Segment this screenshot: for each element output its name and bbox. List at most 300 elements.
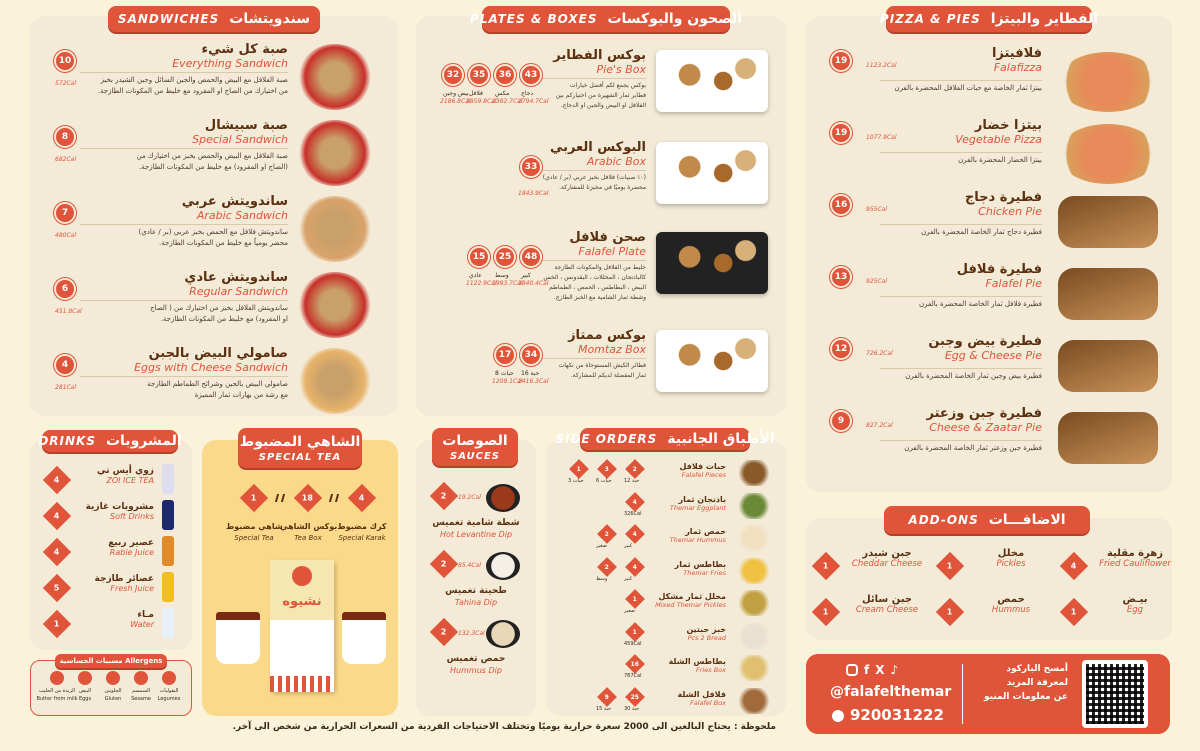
sandwich-item	[80, 42, 288, 97]
drink-image	[162, 464, 174, 494]
qr-code[interactable]	[1082, 660, 1148, 728]
calorie-label: 1077.9Cal	[866, 134, 897, 141]
price-value: 13	[834, 272, 848, 282]
side-image	[736, 525, 772, 551]
allergen-label-en: Sesame	[131, 696, 151, 702]
plate-price-badge	[520, 156, 542, 178]
side-image	[736, 460, 772, 486]
item-name-en: Falafizza	[993, 61, 1042, 74]
allergen-icon	[50, 671, 64, 685]
divider	[540, 78, 646, 79]
x-icon[interactable]: X	[875, 663, 885, 677]
calorie-label: 955Cal	[866, 206, 887, 213]
calorie-label: 1208.1Cal	[492, 378, 523, 385]
divider	[80, 300, 288, 301]
allergen-label-ar: البيض	[78, 688, 92, 694]
price-value: 16	[834, 200, 848, 210]
addon-item	[1092, 594, 1178, 615]
price-value: 4	[359, 493, 365, 503]
plate-image	[656, 232, 768, 294]
plate-price-badge	[442, 64, 464, 86]
item-name-en: Hot Levantine Dip	[439, 530, 513, 539]
price-value: 4	[54, 547, 60, 557]
item-description: من اختيارك من الصاج او المفرود مع خليط من المكونات الطازجة.	[97, 87, 288, 95]
item-name-en: Pickles	[996, 559, 1026, 569]
price-value: 1	[632, 595, 638, 603]
size-label: بيض وجبن	[443, 90, 469, 97]
price-value: 32	[446, 70, 460, 80]
price-value: 1	[823, 561, 829, 571]
side-image	[736, 558, 772, 584]
item-name-ar: صحن فلافل	[569, 230, 646, 245]
allergen-label-ar: البقوليات	[159, 688, 179, 694]
size-label: وسط	[495, 272, 509, 279]
side-item	[650, 527, 726, 544]
item-name-ar: ساندويتش عادي	[184, 270, 288, 285]
sandwich-image	[298, 44, 372, 110]
item-description: مع رشة من بهارات ثمار المميزة	[194, 391, 288, 399]
plate-price-badge	[494, 344, 516, 366]
pizza-item	[880, 190, 1042, 238]
price-value: 2	[604, 530, 610, 538]
sandwich-item	[80, 346, 288, 401]
item-name-en: Momtaz Box	[577, 343, 646, 356]
item-name-ar: بوكس الفطاير	[553, 48, 646, 63]
side-item	[650, 657, 726, 674]
price-value: 5	[54, 583, 60, 593]
plate-item	[540, 140, 646, 193]
price-value: 2	[441, 559, 447, 569]
tea-header: الشاهي المضبوط SPECIAL TEA	[238, 428, 362, 468]
item-name-en: Chicken Pie	[978, 205, 1042, 218]
item-name-ar: صبة كل شيء	[201, 42, 288, 57]
sauce-image	[486, 484, 520, 512]
side-header: SIDE ORDERS الأطباق الجانبية	[580, 428, 750, 450]
pizza-price-badge	[830, 410, 852, 432]
sandwich-price-badge	[54, 278, 76, 300]
divider	[80, 224, 288, 225]
instagram-icon[interactable]	[846, 664, 858, 676]
item-name-en: Everything Sandwich	[172, 57, 288, 70]
item-name-ar: بطاطس الشلة	[668, 657, 726, 666]
item-description: فطيرة دجاج ثمار الخاصة المحضرة بالفرن	[921, 228, 1042, 236]
item-name-en: Falafel Box	[690, 698, 726, 707]
plate-item	[540, 230, 646, 303]
price-value: 48	[524, 252, 538, 262]
calorie-label: 281Cal	[55, 384, 76, 391]
price-value: 1	[251, 493, 257, 503]
calorie-label: 2186.8Cal	[440, 98, 471, 105]
tea-box-brand-text: نشيوه	[282, 594, 322, 609]
item-name-en: Arabic Box	[586, 155, 646, 168]
item-description: صبة الفلافل مع البيض والحمص والجبن السائل وجبن الشيدر بخبز	[100, 76, 288, 84]
price-value: 36	[498, 70, 512, 80]
calorie-label: 1843.9Cal	[518, 190, 549, 197]
side-item	[650, 495, 726, 512]
price-value: 1	[823, 607, 829, 617]
item-description: محضر يومياً مع خليط من المكونات الطازجة.	[159, 239, 288, 247]
size-label: 459Cal	[624, 640, 642, 647]
item-description: فطيرة جبن وزعتر ثمار الخاصة المحضرة بالفرن	[904, 444, 1042, 452]
sandwich-image	[298, 348, 372, 414]
item-name-ar: مـاء	[137, 610, 154, 620]
plate-image	[656, 330, 768, 392]
calorie-label: 726.2Cal	[866, 350, 893, 357]
sandwiches-header: SANDWICHES سندويتشات	[108, 6, 320, 32]
divider	[540, 170, 646, 171]
side-item	[650, 462, 726, 479]
item-description: (١٠ صبيات) فلافل بخبز عربي (بر / عادي)	[542, 174, 646, 181]
footer-note: ملحوظة : يحتاج البالغين الى 2000 سعرة حرارية يوميًا وتختلف الاحتياجات الفردية من السعرات الحرارية من شخص الى آخر.	[232, 722, 776, 732]
tea-cup-left-image	[216, 612, 260, 664]
pizza-item	[880, 46, 1042, 94]
calorie-label: 827.2Cal	[866, 422, 893, 429]
price-value: 4	[54, 475, 60, 485]
allergen-label-ar: الزبدة من الحليب	[38, 688, 76, 694]
size-label: وسط	[596, 575, 608, 582]
item-description: البيض ، البطاطس ، الحمص ، الطماطم	[549, 284, 646, 291]
item-name-en: Fried Cauliflower	[1099, 559, 1171, 569]
item-name-ar: باذنجان ثمار	[678, 494, 726, 504]
item-name-ar: بيـض	[1122, 594, 1148, 605]
item-description: فطاير ثمار الشهيرة من اختياركم بين	[555, 92, 646, 99]
plate-price-badge	[468, 246, 490, 268]
drink-image	[162, 536, 174, 566]
price-value: 19	[834, 128, 848, 138]
price-value: 43	[524, 70, 538, 80]
size-label: 3 حبات	[568, 478, 584, 484]
price-value: 2	[604, 563, 610, 570]
item-name-ar: بوكس الشاهي	[280, 522, 338, 531]
price-value: 34	[524, 350, 538, 360]
size-label: كبير	[624, 543, 633, 549]
side-item	[650, 592, 726, 609]
pizza-image	[1058, 340, 1158, 392]
item-name-ar: حبات فلافل	[679, 462, 726, 471]
item-name-ar: فطيرة بيض وجبن	[928, 334, 1042, 349]
calorie-label: 1122.9Cal	[466, 280, 497, 287]
divider	[540, 358, 646, 359]
calorie-label: 3859.8Cal	[466, 98, 497, 105]
plate-price-badge	[520, 246, 542, 268]
item-name-ar: البوكس العربي	[549, 140, 646, 155]
price-value: 4	[61, 360, 69, 370]
divider	[540, 260, 646, 261]
pizza-item	[880, 118, 1042, 166]
addons-panel	[806, 518, 1172, 640]
side-item	[650, 560, 726, 577]
item-name-en: Themar Hummus	[669, 536, 726, 544]
plate-price-badge	[520, 344, 542, 366]
item-name-en: Falafel Pie	[985, 277, 1042, 290]
addon-item	[1092, 548, 1178, 569]
item-description: صبة الفلافل مع البيض والحمص بخبز من اختيارك من	[136, 152, 288, 160]
item-name-ar: مخلل	[997, 548, 1025, 559]
phone-number[interactable]: 920031222	[850, 706, 944, 724]
drink-image	[162, 608, 174, 638]
allergen-label-en: Legumes	[157, 696, 181, 702]
drink-image	[162, 572, 174, 602]
item-description: وشطة ثمار الشامية مع الخبز الطازج.	[553, 294, 646, 301]
pizza-price-badge	[830, 194, 852, 216]
calorie-label: 2382.7Cal	[492, 98, 523, 105]
item-name-ar: عصائر طازجة	[94, 574, 154, 584]
item-name-en: Themar Fries	[683, 568, 726, 577]
item-name-en: Special Sandwich	[192, 133, 288, 146]
size-label: كبير	[624, 575, 633, 582]
price-value: 3	[604, 465, 610, 473]
calorie-label: 3840.4Cal	[518, 280, 549, 287]
item-name-ar: فطيرة دجاج	[964, 190, 1042, 205]
drinks-header: DRINKS المشروبات	[42, 430, 178, 452]
item-name-en: ZOI ICE TEA	[106, 476, 154, 485]
drink-item	[76, 502, 154, 521]
facebook-icon[interactable]: f	[864, 663, 870, 677]
item-name-en: Fresh Juice	[110, 584, 154, 593]
item-name-en: Falafel Plate	[578, 245, 646, 258]
side-image	[736, 688, 772, 714]
divider	[80, 72, 288, 73]
side-image	[736, 623, 772, 649]
tea-box-image	[270, 560, 334, 692]
size-label: 326Cal	[624, 510, 642, 517]
calorie-label: 572Cal	[55, 80, 76, 87]
sandwich-image	[298, 196, 372, 262]
calorie-label: 682Cal	[55, 156, 76, 163]
divider	[880, 296, 1042, 297]
pizza-image	[1058, 196, 1158, 248]
item-name-en: Egg & Cheese Pie	[944, 349, 1042, 362]
sandwich-price-badge	[54, 354, 76, 376]
item-name-en: Cheddar Cheese	[851, 559, 923, 569]
allergen-label-ar: الجلوتين	[104, 688, 122, 694]
divider	[880, 224, 1042, 225]
item-name-en: Mixed Themar Pickles	[655, 601, 726, 609]
item-name-ar: فطيرة فلافل	[956, 262, 1042, 277]
pizza-image	[1058, 268, 1158, 320]
item-description: ساندويتش الفلافل بخبز من اختيارك من ( الصاج	[150, 304, 288, 312]
item-name-ar: فطيرة جبن وزعتر	[926, 406, 1042, 421]
pizza-price-badge	[830, 50, 852, 72]
item-name-ar: شاهي مضبوط	[226, 522, 283, 531]
item-name-ar: ساندويتش عربي	[181, 194, 288, 209]
plate-price-badge	[520, 64, 542, 86]
sandwich-price-badge	[54, 202, 76, 224]
price-value: 4	[54, 511, 60, 521]
item-description: فطيرة بيض وجبن ثمار الخاصة المحضرة بالفرن	[905, 372, 1042, 380]
item-description: صامولي البيض بالجبن وشرائح الطماطم الطازجة	[147, 380, 288, 388]
price-value: 16	[630, 660, 640, 668]
item-name-en: Regular Sandwich	[189, 285, 288, 298]
item-name-en: Cream Cheese	[855, 605, 919, 615]
calorie-label: 451.8Cal	[55, 308, 82, 315]
item-name-ar: زوي أيس تي	[97, 466, 154, 476]
item-name-ar: جبن سائل	[861, 594, 913, 605]
item-name-en: Pcs 2 Bread	[687, 633, 726, 642]
pizza-image	[1058, 412, 1158, 464]
price-value: 17	[498, 350, 512, 360]
item-name-ar: حمص ثمار	[685, 527, 726, 536]
price-value: 25	[498, 252, 512, 262]
sandwich-item	[80, 270, 288, 325]
allergen-label-en: Butter from milk	[36, 696, 78, 702]
price-value: 1	[632, 628, 638, 635]
pizza-price-badge	[830, 122, 852, 144]
item-name-en: Pie's Box	[596, 63, 646, 76]
item-name-ar: صبة سبيشال	[204, 118, 288, 133]
calorie-label: 2794.7Cal	[518, 98, 549, 105]
size-label: فلافل	[469, 90, 483, 97]
pizza-price-badge	[830, 266, 852, 288]
plates-header: PLATES & BOXES الصحون والبوكسات	[482, 6, 730, 32]
size-label: 16 حبة	[521, 370, 540, 377]
item-description: محضرة يوميًا في مخبزنا للمشاركة.	[559, 184, 646, 191]
sauces-header: الصوصات SAUCES	[432, 428, 518, 466]
scan-text-1: أمسح الباركود	[1006, 664, 1068, 674]
price-value: 8	[61, 132, 69, 142]
side-item	[650, 690, 726, 707]
item-name-ar: جبن شيدر	[862, 548, 912, 559]
item-name-ar: فلافيتزا	[991, 46, 1042, 61]
addon-item	[844, 594, 930, 615]
item-name-ar: صامولي البيض بالجبن	[148, 346, 288, 361]
price-value: 9	[837, 416, 845, 426]
drink-item	[76, 466, 154, 485]
item-description: فطائر الكيش المستوحاة من نكهات	[558, 362, 646, 369]
item-description: فطيرة فلافل ثمار الخاصة المحضرة بالفرن	[919, 300, 1042, 308]
calorie-label: 1993.7Cal	[492, 280, 523, 287]
item-name-ar: شطة شامية تغميس	[432, 518, 520, 528]
price-value: 4	[632, 563, 638, 570]
size-label: 787Cal	[624, 673, 642, 679]
sandwich-image	[298, 272, 372, 338]
divider	[880, 152, 1042, 153]
item-name-en: Falafel Pieces	[681, 471, 726, 479]
plate-price-badge	[494, 246, 516, 268]
divider	[880, 368, 1042, 369]
calorie-label: 85.4Cal	[458, 562, 481, 569]
item-name-en: Cheese & Zaatar Pie	[929, 421, 1042, 434]
item-name-ar: بطاطس ثمار	[674, 559, 726, 569]
item-name-ar: فلافل الشلة	[677, 689, 726, 699]
sandwich-item	[80, 194, 288, 249]
social-handle[interactable]: @falafelthemar	[830, 684, 952, 700]
item-description: الفلافل او البيض والجبن او الدجاج.	[560, 102, 646, 109]
allergen-icon	[106, 671, 120, 685]
item-name-en: Water	[130, 620, 154, 629]
size-label: 15 حبة	[596, 705, 612, 712]
plate-price-badge	[468, 64, 490, 86]
price-value: 4	[1071, 561, 1077, 571]
phone-icon	[832, 710, 844, 722]
side-image	[736, 493, 772, 519]
drink-item	[76, 538, 154, 557]
sandwich-price-badge	[54, 50, 76, 72]
price-value: 1	[947, 607, 953, 617]
price-value: 35	[472, 70, 486, 80]
item-description: بيتزا ثمار الخاصة مع حبات الفلافل المحضرة بالفرن	[894, 84, 1042, 92]
item-name-en: Special Tea	[234, 534, 274, 542]
calorie-label: 132.3Cal	[458, 630, 485, 637]
plate-item	[540, 48, 646, 111]
pizza-image	[1058, 124, 1158, 184]
calorie-label: 480Cal	[55, 232, 76, 239]
price-value: 1	[576, 465, 582, 473]
item-name-ar: كرك مضبوط	[337, 522, 387, 531]
price-value: 19	[834, 56, 848, 66]
pizza-item	[880, 406, 1042, 454]
item-name-en: Soft Drinks	[109, 512, 154, 521]
divider-line	[962, 664, 963, 724]
item-name-en: Hummus Dip	[450, 666, 502, 675]
size-label: صغير	[624, 608, 635, 614]
allergen-icon	[162, 671, 176, 685]
addon-item	[968, 594, 1054, 615]
item-name-ar: خبز حبتين	[686, 624, 726, 634]
calorie-label: 19.2Cal	[458, 494, 481, 501]
pizza-item	[880, 334, 1042, 382]
price-value: 1	[947, 561, 953, 571]
allergen-icon	[134, 671, 148, 685]
calorie-label: 925Cal	[866, 278, 887, 285]
tiktok-icon[interactable]: ♪	[890, 663, 899, 677]
drink-item	[76, 610, 154, 629]
calorie-label: 2416.3Cal	[518, 378, 549, 385]
sandwich-image	[298, 120, 372, 186]
size-label: 6 حبات	[596, 478, 612, 484]
item-name-ar: مخلل ثمار مشكل	[658, 592, 726, 601]
item-name-en: Hummus	[991, 605, 1031, 615]
item-name-ar: بوكس ممتاز	[568, 328, 646, 343]
social-icons	[846, 664, 898, 676]
sandwich-item	[80, 118, 288, 173]
item-name-ar: طحينة تغميس	[445, 586, 507, 596]
price-value: 4	[632, 530, 638, 538]
item-name-ar: زهرة مقلية	[1107, 548, 1163, 559]
plate-image	[656, 50, 768, 112]
size-label: دجاج	[521, 90, 534, 97]
plate-image	[656, 142, 768, 204]
item-name-ar: حمص تغميس	[446, 654, 506, 664]
item-name-en: Rabie Juice	[109, 548, 154, 557]
item-name-en: Tahina Dip	[454, 598, 498, 607]
size-label: 8 حبات	[495, 370, 514, 377]
side-image	[736, 655, 772, 681]
item-name-en: Fries Box	[696, 666, 726, 674]
size-label: مكس	[495, 90, 510, 97]
item-description: ساندويتش فلافل مع الحمص بخبز عربي (بر / عادي)	[138, 228, 288, 236]
scan-text-3: عن معلومات المنيو	[984, 692, 1068, 702]
calorie-label: 1123.2Cal	[866, 62, 897, 69]
price-value: 9	[604, 693, 610, 700]
size-label: 12 حبة	[624, 478, 640, 484]
side-item	[650, 625, 726, 642]
size-label: صغير	[596, 543, 607, 549]
allergen-icon	[78, 671, 92, 685]
price-value: 7	[61, 208, 69, 218]
allergen-label-en: Eggs	[78, 696, 92, 702]
size-label: عادي	[469, 272, 482, 279]
price-value: 1	[54, 619, 60, 629]
allergen-label-ar: السمسم	[131, 688, 151, 694]
item-description: او المفرود) مع خليط من المكونات الطازجة.	[160, 315, 288, 323]
pizza-image	[1058, 52, 1158, 112]
allergens-title: مسببات الحساسية Allergens	[55, 654, 167, 668]
item-name-ar: عصير ربيع	[108, 538, 154, 548]
plate-price-badge	[494, 64, 516, 86]
price-value: 25	[630, 692, 640, 700]
sandwich-price-badge	[54, 126, 76, 148]
